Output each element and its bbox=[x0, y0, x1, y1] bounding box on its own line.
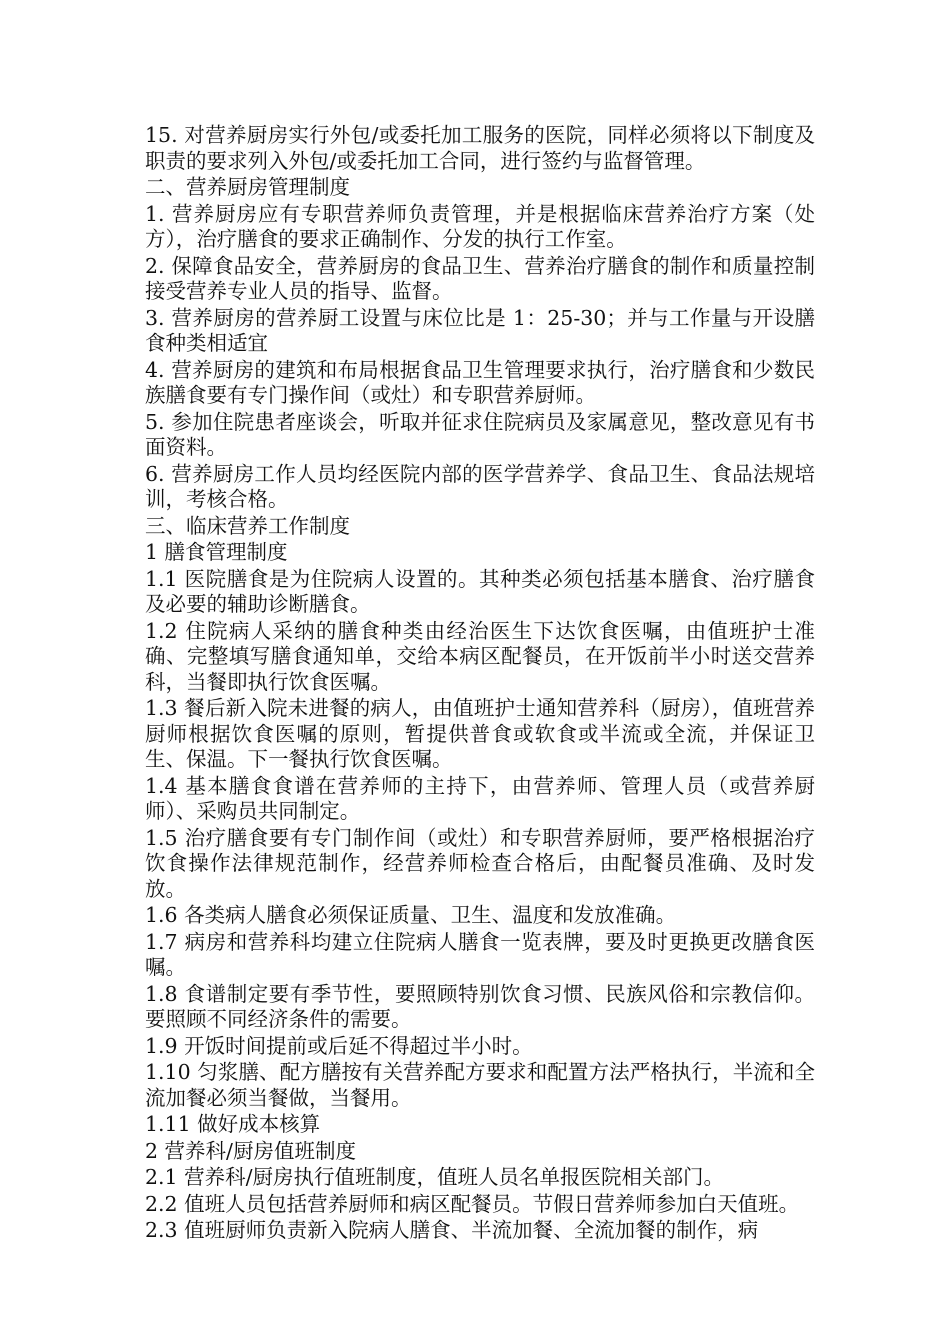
heading-kitchen-management: 二、营养厨房管理制度 bbox=[145, 175, 350, 199]
paragraph-kitchen-4: 4. 营养厨房的建筑和布局根据食品卫生管理要求执行，治疗膳食和少数民族膳食要有专门操作间（或灶）和专职营养厨师。 bbox=[145, 357, 815, 407]
paragraph-1-10: 1.10 匀浆膳、配方膳按有关营养配方要求和配置方法严格执行，半流和全流加餐必须当餐做，当餐用。 bbox=[145, 1060, 815, 1110]
paragraph-1-3: 1.3 餐后新入院未进餐的病人，由值班护士通知营养科（厨房），值班营养厨师根据饮食医嘱的原则，暂提供普食或软食或半流或全流，并保证卫生、保温。下一餐执行饮食医嘱。 bbox=[145, 696, 815, 771]
paragraph-2-2: 2.2 值班人员包括营养厨师和病区配餐员。节假日营养师参加白天值班。 bbox=[145, 1191, 800, 1216]
paragraph-kitchen-1: 1. 营养厨房应有专职营养师负责管理，并是根据临床营养治疗方案（处方），治疗膳食的要求正确制作、分发的执行工作室。 bbox=[145, 201, 815, 251]
paragraph-kitchen-6: 6. 营养厨房工作人员均经医院内部的医学营养学、食品卫生、食品法规培训，考核合格。 bbox=[145, 461, 815, 511]
paragraph-2-1: 2.1 营养科/厨房执行值班制度，值班人员名单报医院相关部门。 bbox=[145, 1165, 725, 1189]
paragraph-kitchen-2: 2. 保障食品安全，营养厨房的食品卫生、营养治疗膳食的制作和质量控制接受营养专业人员的指导、监督。 bbox=[145, 253, 815, 303]
paragraph-2-3: 2.3 值班厨师负责新入院病人膳食、半流加餐、全流加餐的制作，病 bbox=[145, 1218, 759, 1242]
paragraph-1-2: 1.2 住院病人采纳的膳食种类由经治医生下达饮食医嘱，由值班护士准确、完整填写膳食通知单，交给本病区配餐员，在开饭前半小时送交营养科，当餐即执行饮食医嘱。 bbox=[145, 618, 815, 694]
paragraph-1-5: 1.5 治疗膳食要有专门制作间（或灶）和专职营养厨师，要严格根据治疗饮食操作法律规范制作，经营养师检查合格后，由配餐员准确、及时发放。 bbox=[145, 825, 815, 901]
document-page bbox=[145, 123, 815, 1245]
paragraph-kitchen-3: 3. 营养厨房的营养厨工设置与床位比是 1：25-30；并与工作量与开设膳食种类相适宜 bbox=[145, 305, 815, 355]
paragraph-1-8: 1.8 食谱制定要有季节性，要照顾特别饮食习惯、民族风俗和宗教信仰。要照顾不同经济条件的需要。 bbox=[145, 981, 815, 1031]
heading-clinical-nutrition: 三、临床营养工作制度 bbox=[145, 513, 350, 538]
heading-duty-system: 2 营养科/厨房值班制度 bbox=[145, 1138, 356, 1163]
paragraph-15: 15. 对营养厨房实行外包/或委托加工服务的医院，同样必须将以下制度及职责的要求列入外包/或委托加工合同，进行签约与监督管理。 bbox=[145, 123, 815, 173]
paragraph-1-11: 1.11 做好成本核算 bbox=[145, 1112, 321, 1136]
paragraph-1-6: 1.6 各类病人膳食必须保证质量、卫生、温度和发放准确。 bbox=[145, 903, 677, 927]
paragraph-1-7: 1.7 病房和营养科均建立住院病人膳食一览表牌，要及时更换更改膳食医嘱。 bbox=[145, 929, 815, 979]
paragraph-1-4: 1.4 基本膳食食谱在营养师的主持下，由营养师、管理人员（或营养厨师）、采购员共同制定。 bbox=[145, 773, 815, 823]
heading-diet-management: 1 膳食管理制度 bbox=[145, 540, 288, 564]
paragraph-1-1: 1.1 医院膳食是为住院病人设置的。其种类必须包括基本膳食、治疗膳食及必要的辅助诊断膳食。 bbox=[145, 566, 815, 616]
paragraph-kitchen-5: 5. 参加住院患者座谈会，听取并征求住院病员及家属意见，整改意见有书面资料。 bbox=[145, 409, 815, 459]
paragraph-1-9: 1.9 开饭时间提前或后延不得超过半小时。 bbox=[145, 1033, 533, 1058]
